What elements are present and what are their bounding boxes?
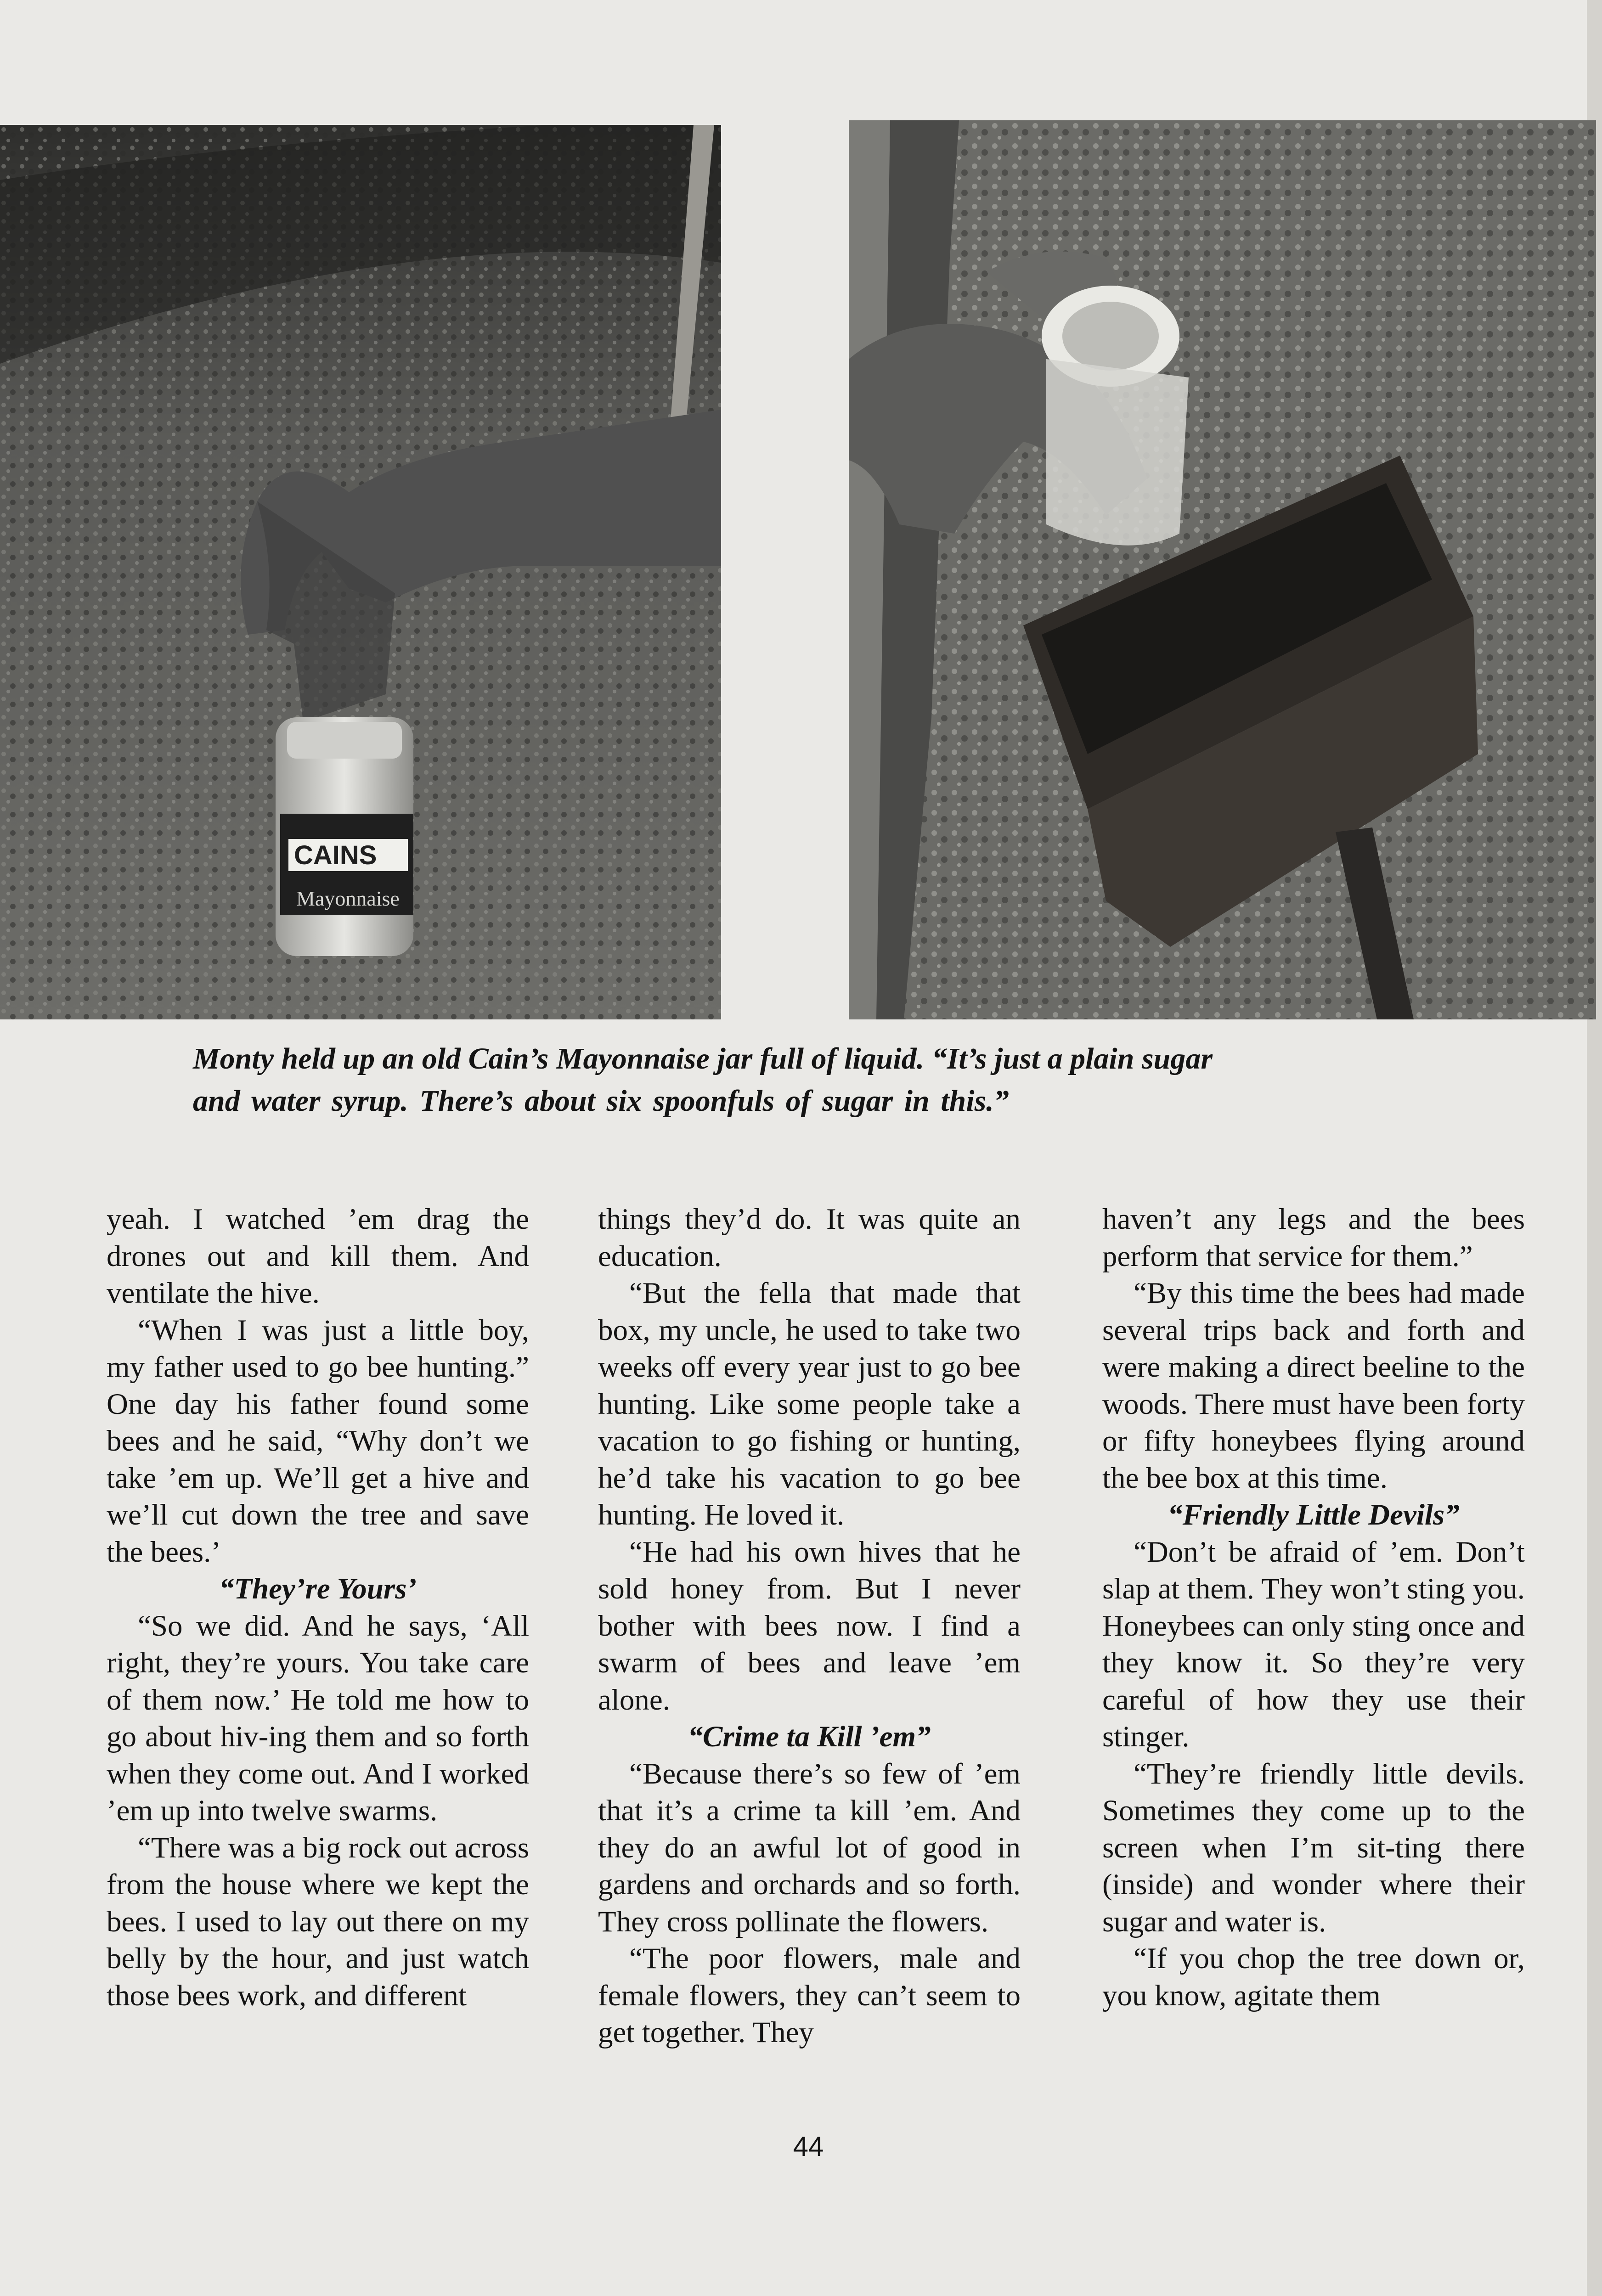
- page-number: 44: [793, 2131, 824, 2162]
- paragraph: “Because there’s so few of ’em that it’s a crime ta kill ’em. And they do an awful lot of good in gardens and orchards and so forth. They cross pollinate the flowers.: [598, 1757, 1021, 1938]
- paragraph: “There was a big rock out across from the house where we kept the bees. I used to lay out there on my belly by the hour, and just watch those bees work, and different: [107, 1831, 529, 2012]
- jar-label-text: CAINS: [294, 840, 377, 870]
- photo-bee-box: [849, 120, 1596, 1019]
- photo-mayonnaise-jar-image: [0, 125, 721, 1019]
- photo-bee-box-image: [849, 120, 1596, 1019]
- paragraph: “If you chop the tree down or, you know, agitate them: [1102, 1942, 1525, 2012]
- paragraph: “But the fella that made that box, my uncle, he used to take two weeks off every year just to go bee hunting. Like some people take a vacation to go fishing or hunting, he’d take his vacation to go bee hunting. He loved it.: [598, 1277, 1021, 1531]
- photo-caption: [193, 1038, 1433, 1122]
- subheading-friendly-little-devils: “Friendly Little Devils”: [1168, 1498, 1460, 1531]
- caption-line-1: Monty held up an old Cain’s Mayonnaise jar full of liquid. “It’s just a plain sugar: [193, 1042, 1213, 1075]
- paragraph: “He had his own hives that he sold honey from. But I never bother with bees now. I find a swarm of bees and leave ’em alone.: [598, 1535, 1021, 1716]
- text-column-3: [1102, 1201, 1525, 2014]
- text-column-1: [107, 1201, 529, 2014]
- jar-label-subtext: Mayonnaise: [296, 887, 400, 910]
- subheading-crime-ta-kill-em: “Crime ta Kill ’em”: [688, 1720, 931, 1753]
- paragraph: things they’d do. It was quite an education.: [598, 1203, 1021, 1273]
- paragraph: “By this time the bees had made several trips back and forth and were making a direct beeline to the woods. There must have been forty or fifty honeybees flying around the bee box at this time.: [1102, 1277, 1525, 1495]
- paragraph: “When I was just a little boy, my father used to go bee hunting.” One day his father found some bees and he said, “Why don’t we take ’em up. We’ll get a hive and we’ll cut down the tree and save the bees.’: [107, 1313, 529, 1569]
- caption-line-2: and water syrup. There’s about six spoonfuls of sugar in this.”: [193, 1084, 1009, 1118]
- photo-mayonnaise-jar: [0, 125, 721, 1019]
- paragraph: yeah. I watched ’em drag the drones out and kill them. And ventilate the hive.: [107, 1203, 529, 1310]
- paragraph: “Don’t be afraid of ’em. Don’t slap at them. They won’t sting you. Honeybees can only sting once and they know it. So they’re very careful of how they use their stinger.: [1102, 1535, 1525, 1753]
- text-column-2: [598, 1201, 1021, 2051]
- paragraph: “The poor flowers, male and female flowers, they can’t seem to get together. They: [598, 1942, 1021, 2049]
- subheading-theyre-yours: “They’re Yours’: [219, 1572, 417, 1605]
- paragraph: haven’t any legs and the bees perform that service for them.”: [1102, 1203, 1525, 1273]
- paragraph: “They’re friendly little devils. Sometimes they come up to the screen when I’m sit-ting there (inside) and wonder where their sugar and water is.: [1102, 1757, 1525, 1938]
- paragraph: “So we did. And he says, ‘All right, they’re yours. You take care of them now.’ He told me how to go about hiv-ing them and so forth when they come out. And I worked ’em up into twelve swarms.: [107, 1609, 529, 1827]
